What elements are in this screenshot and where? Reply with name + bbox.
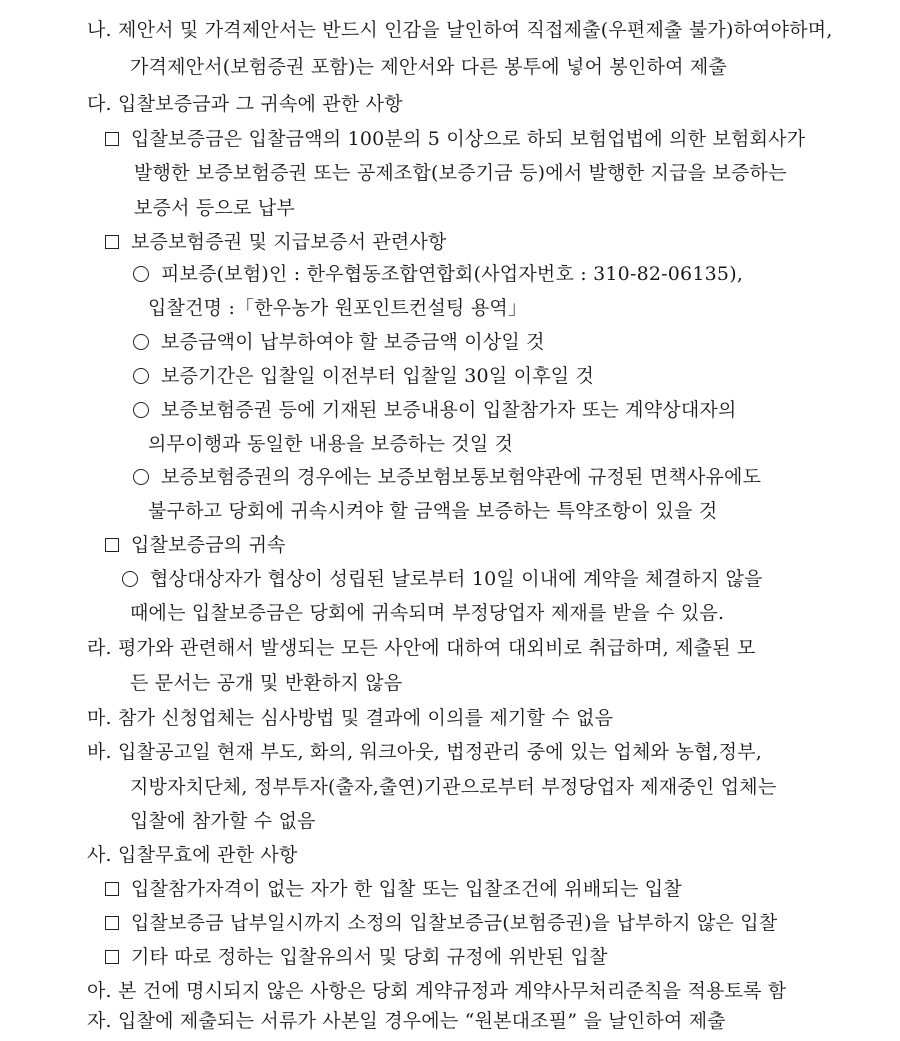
line-text: 보증보험증권 등에 기재된 보증내용이 입찰참가자 또는 계약상대자의 [161,399,737,421]
line-text: 입찰건명 :「한우농가 원포인트컨설팅 용역」 [148,297,528,319]
line-text: 보증보험증권의 경우에는 보증보험보통보험약관에 규정된 면책사유에도 [161,466,762,488]
document-line [105,127,805,151]
document-line [133,364,594,388]
document-line [87,843,298,867]
circle-bullet-icon [133,368,149,384]
document-line [105,533,286,557]
line-text: 마. 참가 신청업체는 심사방법 및 결과에 이의를 제기할 수 없음 [87,707,614,729]
document-line [133,465,761,489]
document-line [148,432,513,456]
line-text: 자. 입찰에 제출되는 서류가 사본일 경우에는 “원본대조필” 을 날인하여 제출 [87,1010,726,1032]
checkbox-square-icon [105,538,119,552]
line-text: 입찰보증금은 입찰금액의 100분의 5 이상으로 하되 보험업법에 의한 보험회사가 [131,128,806,150]
line-text: 입찰참가자격이 없는 자가 한 입찰 또는 입찰조건에 위배되는 입찰 [131,878,682,900]
line-text: 입찰보증금 납부일시까지 소정의 입찰보증금(보험증권)을 납부하지 않은 입찰 [131,912,778,934]
checkbox-square-icon [105,950,119,964]
document-line [130,775,776,799]
document-line [133,398,737,422]
circle-bullet-icon [133,469,149,485]
document-line [148,499,717,523]
document-line [133,330,545,354]
document-line [87,706,613,730]
line-text: 지방자치단체, 정부투자(출자,출연)기관으로부터 부정당업자 제재중인 업체는 [130,776,777,798]
line-text: 의무이행과 동일한 내용을 보증하는 것일 것 [148,433,514,455]
line-text: 때에는 입찰보증금은 당회에 귀속되며 부정당업자 제재를 받을 수 있음. [130,602,725,624]
line-text: 발행한 보증보험증권 또는 공제조합(보증기금 등)에서 발행한 지급을 보증하는 [134,162,787,184]
line-text: 사. 입찰무효에 관한 사항 [87,844,298,866]
document-line [134,161,787,185]
line-text: 불구하고 당회에 귀속시켜야 할 금액을 보증하는 특약조항이 있을 것 [148,500,718,522]
line-text: 든 문서는 공개 및 반환하지 않음 [130,672,403,694]
document-line [87,979,786,1003]
circle-bullet-icon [133,402,149,418]
line-text: 바. 입찰공고일 현재 부도, 화의, 워크아웃, 법정관리 중에 있는 업체와 농협,정부, [87,741,763,763]
document-line [87,740,762,764]
document-line [105,911,777,935]
document-line [105,945,608,969]
document-line [87,1009,726,1033]
line-text: 나. 제안서 및 가격제안서는 반드시 인감을 날인하여 직접제출(우편제출 불가)하여야하며, [87,19,833,41]
document-line [130,55,727,79]
document-line [148,296,527,320]
document-line [87,636,756,660]
checkbox-square-icon [105,916,119,930]
line-text: 가격제안서(보험증권 포함)는 제안서와 다른 봉투에 넣어 봉인하여 제출 [130,56,727,78]
document-line [87,18,833,42]
line-text: 기타 따로 정하는 입찰유의서 및 당회 규정에 위반된 입찰 [131,946,608,968]
line-text: 보증금액이 납부하여야 할 보증금액 이상일 것 [161,331,545,353]
document-line [134,196,295,220]
line-text: 다. 입찰보증금과 그 귀속에 관한 사항 [87,93,403,115]
document-line [87,92,403,116]
checkbox-square-icon [105,132,119,146]
line-text: 라. 평가와 관련해서 발생되는 모든 사안에 대하여 대외비로 취급하며, 제출된 모 [87,637,756,659]
line-text: 피보증(보험)인 : 한우협동조합연합회(사업자번호 : 310-82-06135), [161,263,744,285]
document-line [122,567,763,591]
line-text: 아. 본 건에 명시되지 않은 사항은 당회 계약규정과 계약사무처리준칙을 적용토록 함 [87,980,787,1002]
line-text: 협상대상자가 협상이 성립된 날로부터 10일 이내에 계약을 체결하지 않을 [150,568,763,590]
line-text: 입찰에 참가할 수 없음 [130,810,316,832]
document-line [105,877,682,901]
checkbox-square-icon [105,235,119,249]
document-line [133,262,743,286]
line-text: 입찰보증금의 귀속 [131,534,286,556]
document-line [105,230,447,254]
document-line [130,601,724,625]
document-line [130,809,316,833]
circle-bullet-icon [133,266,149,282]
line-text: 보증보험증권 및 지급보증서 관련사항 [131,231,447,253]
circle-bullet-icon [122,571,138,587]
checkbox-square-icon [105,882,119,896]
circle-bullet-icon [133,334,149,350]
line-text: 보증서 등으로 납부 [134,197,295,219]
document-line [130,671,402,695]
line-text: 보증기간은 입찰일 이전부터 입찰일 30일 이후일 것 [161,365,595,387]
